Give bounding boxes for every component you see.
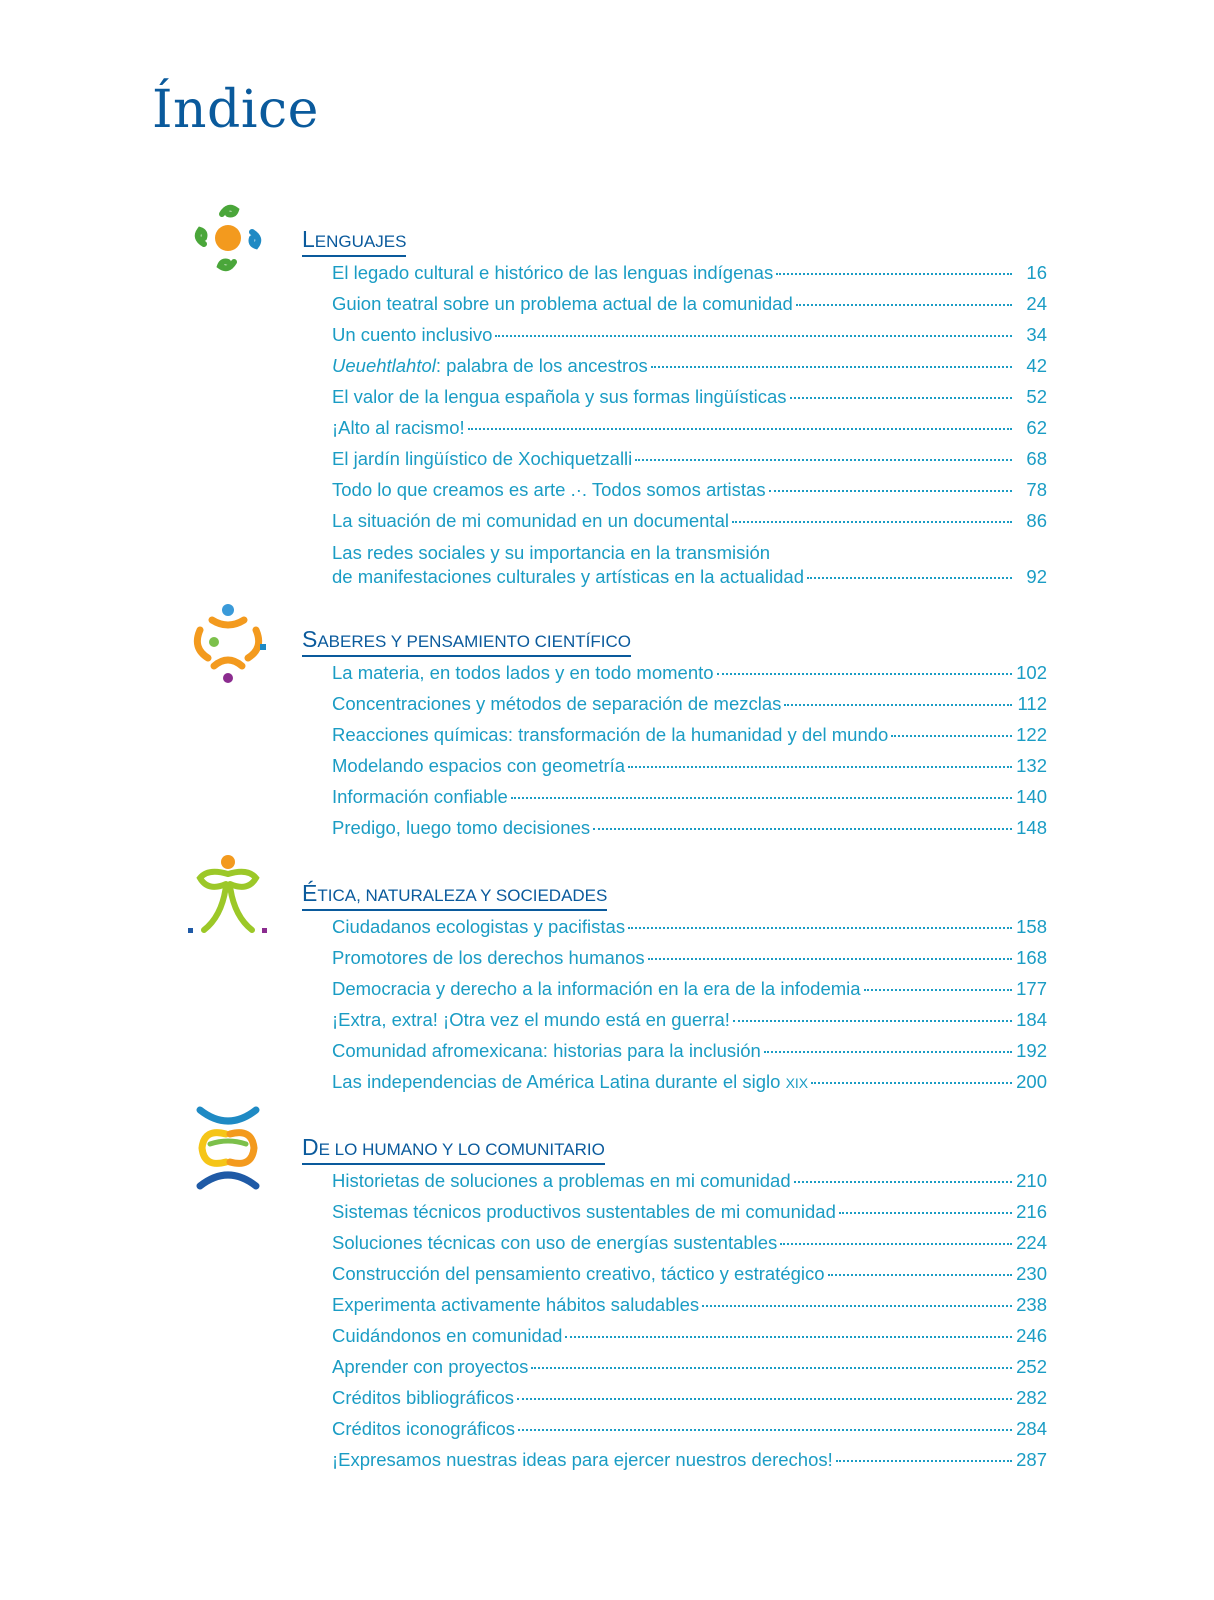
toc-entry[interactable]: Construcción del pensamiento creativo, táctico y estratégico 230	[332, 1263, 1047, 1284]
page-title: Índice	[152, 80, 319, 140]
toc-entry[interactable]: El legado cultural e histórico de las lenguas indígenas 16	[332, 262, 1047, 283]
toc-list	[332, 1170, 1047, 1480]
toc-entry[interactable]: Comunidad afromexicana: historias para la inclusión 192	[332, 1040, 1047, 1061]
toc-entry[interactable]: El valor de la lengua española y sus formas lingüísticas 52	[332, 386, 1047, 407]
section-heading: LENGUAJES	[302, 226, 406, 257]
toc-entry[interactable]: Ueuehtlahtol: palabra de los ancestros 42	[332, 355, 1047, 376]
toc-list	[332, 262, 1047, 589]
toc-entry[interactable]: Guion teatral sobre un problema actual de la comunidad 24	[332, 293, 1047, 314]
toc-entry[interactable]: Predigo, luego tomo decisiones 148	[332, 817, 1047, 838]
toc-entry[interactable]: Experimenta activamente hábitos saludables 238	[332, 1294, 1047, 1315]
toc-entry[interactable]: Las redes sociales y su importancia en la transmisión de manifestaciones culturales y artísticas en la actualidad 92	[332, 542, 1047, 587]
toc-entry[interactable]: Información confiable 140	[332, 786, 1047, 807]
section-heading: DE LO HUMANO Y LO COMUNITARIO	[302, 1134, 605, 1165]
toc-entry[interactable]: Promotores de los derechos humanos 168	[332, 947, 1047, 968]
toc-entry[interactable]: Un cuento inclusivo 34	[332, 324, 1047, 345]
toc-list	[332, 916, 1047, 1102]
toc-entry[interactable]: La situación de mi comunidad en un documental 86	[332, 510, 1047, 531]
toc-entry[interactable]: El jardín lingüístico de Xochiquetzalli 68	[332, 448, 1047, 469]
figures-circle-icon	[186, 600, 270, 684]
toc-entry[interactable]: Cuidándonos en comunidad 246	[332, 1325, 1047, 1346]
toc-entry[interactable]: Ciudadanos ecologistas y pacifistas 158	[332, 916, 1047, 937]
toc-entry[interactable]: Modelando espacios con geometría 132	[332, 755, 1047, 776]
toc-entry[interactable]: Créditos bibliográficos 282	[332, 1387, 1047, 1408]
toc-entry[interactable]: Democracia y derecho a la información en la era de la infodemia 177	[332, 978, 1047, 999]
toc-entry[interactable]: La materia, en todos lados y en todo momento 102	[332, 662, 1047, 683]
toc-list	[332, 662, 1047, 848]
toc-entry[interactable]: Reacciones químicas: transformación de la humanidad y del mundo 122	[332, 724, 1047, 745]
toc-entry[interactable]: Créditos iconográficos 284	[332, 1418, 1047, 1439]
toc-entry[interactable]: ¡Extra, extra! ¡Otra vez el mundo está en guerra! 184	[332, 1009, 1047, 1030]
flower-swirl-icon	[186, 196, 270, 280]
toc-entry[interactable]: Sistemas técnicos productivos sustentables de mi comunidad 216	[332, 1201, 1047, 1222]
toc-entry[interactable]: Aprender con proyectos 252	[332, 1356, 1047, 1377]
toc-entry[interactable]: Todo lo que creamos es arte .·. Todos somos artistas 78	[332, 479, 1047, 500]
linked-arcs-icon	[186, 1106, 270, 1190]
toc-entry[interactable]: Las independencias de América Latina durante el siglo XIX 200	[332, 1071, 1047, 1092]
toc-entry[interactable]: Soluciones técnicas con uso de energías sustentables 224	[332, 1232, 1047, 1253]
section-heading: ÉTICA, NATURALEZA Y SOCIEDADES	[302, 880, 607, 911]
toc-entry[interactable]: ¡Expresamos nuestras ideas para ejercer nuestros derechos! 287	[332, 1449, 1047, 1470]
toc-entry[interactable]: ¡Alto al racismo! 62	[332, 417, 1047, 438]
section-heading: SABERES Y PENSAMIENTO CIENTÍFICO	[302, 626, 631, 657]
toc-entry[interactable]: Concentraciones y métodos de separación de mezclas 112	[332, 693, 1047, 714]
toc-entry[interactable]: Historietas de soluciones a problemas en mi comunidad 210	[332, 1170, 1047, 1191]
sprout-figure-icon	[186, 854, 270, 938]
